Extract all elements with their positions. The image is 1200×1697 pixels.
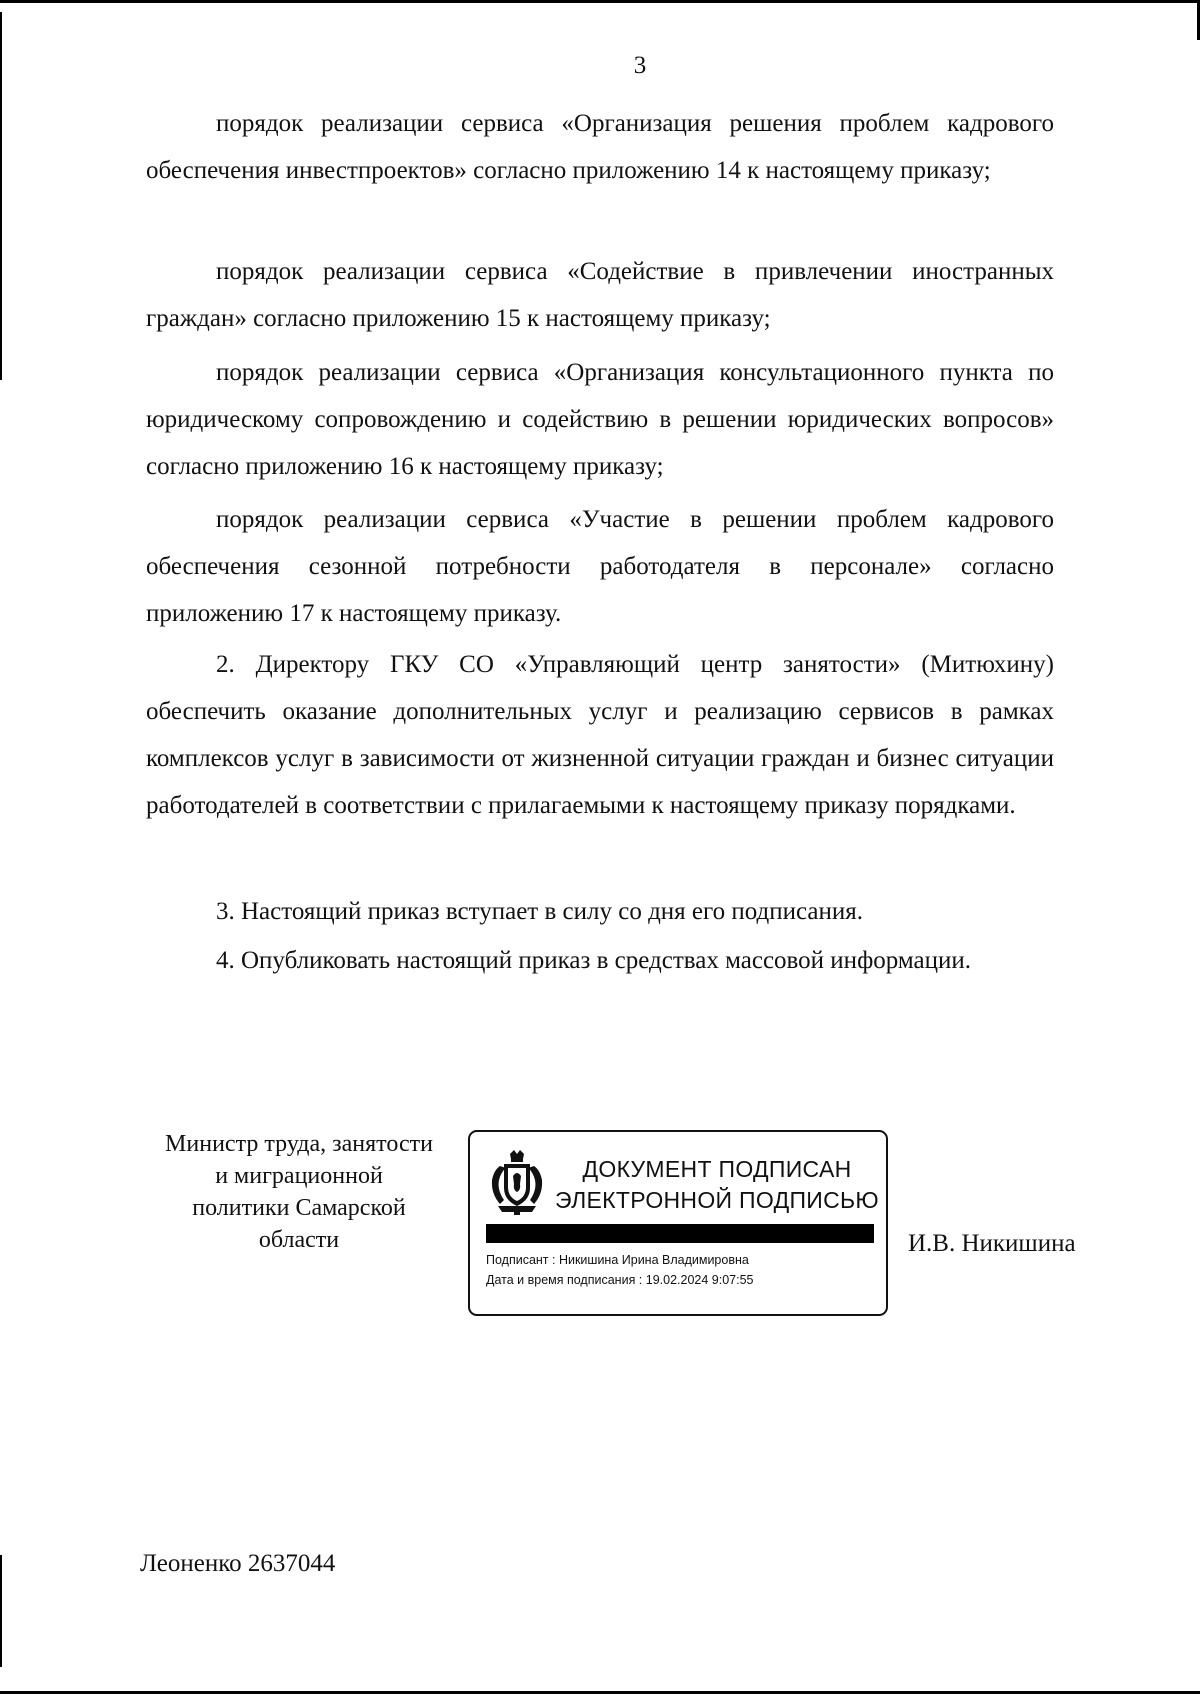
position-line: Министр труда, занятости <box>165 1131 433 1157</box>
scan-edge-bottom <box>0 1691 1200 1694</box>
paragraph-text: порядок реализации сервиса «Организация решения проблем кадрового обеспечения инвестпроектов» согласно приложению 14 к настоящему приказу; <box>146 110 1054 184</box>
electronic-signature-stamp <box>468 1130 888 1316</box>
paragraph-text: порядок реализации сервиса «Организация консультационного пункта по юридическому сопровождению и содействию в решении юридических вопросов» согласно приложению 16 к настоящему приказу; <box>146 359 1054 480</box>
paragraph-item-3 <box>146 888 1054 935</box>
stamp-details <box>486 1250 876 1290</box>
paragraph-text: порядок реализации сервиса «Содействие в привлечении иностранных граждан» согласно приложению 15 к настоящему приказу; <box>146 258 1054 332</box>
paragraph-appendix-14 <box>146 100 1054 194</box>
scan-edge-top <box>0 0 1200 3</box>
position-line: области <box>258 1227 340 1253</box>
paragraph-item-2 <box>146 641 1054 829</box>
position-line: политики Самарской <box>192 1195 406 1221</box>
page-number: 3 <box>633 52 647 79</box>
paragraph-text: 4. Опубликовать настоящий приказ в средствах массовой информации. <box>216 947 972 974</box>
stamp-title-line: ЭЛЕКТРОННОЙ ПОДПИСЬЮ <box>555 1187 879 1213</box>
stamp-title-line: ДОКУМЕНТ ПОДПИСАН <box>582 1156 852 1182</box>
certificate-redaction-bar <box>486 1224 874 1243</box>
paragraph-text: порядок реализации сервиса «Участие в решении проблем кадрового обеспечения сезонной потребности работодателя в персонале» согласно приложению 17 к настоящему приказу. <box>146 506 1054 627</box>
paragraph-appendix-15 <box>146 248 1054 342</box>
executor-contact: Леоненко 2637044 <box>140 1550 336 1577</box>
paragraph-appendix-16 <box>146 349 1054 490</box>
signer-name: И.В. Никишина <box>908 1230 1076 1257</box>
signatory-position <box>140 1128 458 1256</box>
scan-edge-left <box>0 12 2 380</box>
signer-label: Подписант : Никишина Ирина Владимировна <box>486 1253 749 1267</box>
position-line: и миграционной <box>215 1163 383 1189</box>
paragraph-text: 3. Настоящий приказ вступает в силу со дня его подписания. <box>216 898 864 925</box>
paragraph-item-4 <box>146 937 1054 984</box>
scan-edge-left-lower <box>0 1555 2 1667</box>
paragraph-appendix-17 <box>146 496 1054 637</box>
paragraph-text: 2. Директору ГКУ СО «Управляющий центр занятости» (Митюхину) обеспечить оказание дополнительных услуг и реализацию сервисов в рамках комплексов услуг в зависимости от жизненной ситуации граждан и бизнес ситуации работодателей в соответствии с прилагаемыми к настоящему приказу порядками. <box>146 651 1054 819</box>
coat-of-arms-icon <box>490 1150 544 1216</box>
stamp-title <box>554 1154 880 1216</box>
signing-datetime: Дата и время подписания : 19.02.2024 9:07:55 <box>486 1273 754 1287</box>
